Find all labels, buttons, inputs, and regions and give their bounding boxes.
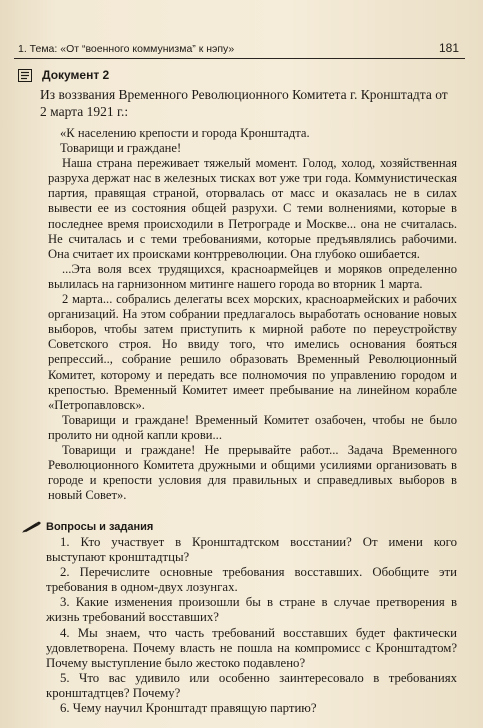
questions-heading (22, 521, 153, 533)
quote-paragraph: 2 марта... собрались делегаты всех морских, красноармейских и рабочих организаций. На этом собрании предлагалось выработать основание новых выборов, чтобы затем приступить к мирной работе по переустройству Советского строя. Но ввиду того, что имелись основания бояться репрессий.., собрание решило образовать Временный Революционный Комитет, которому и передать все полномочия по управлению городом и крепостью. Временный Комитет имеет пребывание на линейном корабле «Петропавловск». (48, 292, 457, 412)
document-intro: Из воззвания Временного Революционного Комитета г. Кронштадта от 2 марта 1921 г.: (40, 87, 448, 119)
document-title: Документ 2 (42, 68, 110, 82)
running-header (14, 36, 465, 59)
questions-list (46, 535, 457, 716)
question-item: 2. Перечислите основные требования восставших. Обобщите эти требования в одном-двух лозунгах. (46, 565, 457, 595)
question-item: 3. Какие изменения произошли бы в стране в случае претворения в жизнь требований восставших? (46, 595, 457, 625)
document-heading (18, 68, 109, 82)
quote-paragraph: Товарищи и граждане! Не прерывайте работ... Задача Временного Революционного Комитета дружными и общими усилиями организовать в городе и крепости условия для правильных и справедливых выборов в новый Совет». (48, 442, 457, 503)
question-item: 6. Чему научил Кронштадт правящую партию? (60, 701, 317, 716)
document-quote (48, 126, 457, 503)
quote-paragraph: Товарищи и граждане! Временный Комитет озабочен, чтобы не было пролито ни одной капли крови... (48, 412, 457, 442)
question-item: 5. Что вас удивило или особенно заинтересовало в требованиях кронштадтцев? Почему? (46, 670, 457, 700)
page-number: 181 (438, 41, 459, 55)
quote-paragraph: Товарищи и граждане! (60, 141, 182, 156)
question-item: 4. Мы знаем, что часть требований восставших будет фактически удовлетворена. Почему власть не пошла на компромисс с Кронштадтом? Почему выступление было жестоко подавлено? (46, 625, 457, 670)
quote-paragraph: ...Эта воля всех трудящихся, красноармейцев и моряков определенно вылилась на гарнизонном митинге нашего города во вторник 1 марта. (48, 261, 457, 291)
quote-paragraph: «К населению крепости и города Кронштадта. (60, 126, 310, 140)
quote-paragraph: Наша страна переживает тяжелый момент. Голод, холод, хозяйственная разруха держат нас в железных тисках вот уже три года. Коммунистическая партия, правящая страной, оторвалась от масс и оказалась не в силах вывести ее из состояния общей разрухи. С теми волнениями, которые в последнее время происходили в Петрограде и Москве... она не считалась. Не считалась и с теми требованиями, которые предъявлялись рабочими. Она считает их происками контрреволюции. Она глубоко ошибается. (48, 156, 457, 261)
pen-icon (22, 521, 42, 533)
document-icon (18, 69, 32, 82)
questions-title: Вопросы и задания (46, 521, 154, 533)
chapter-title: 1. Тема: «От “военного коммунизма” к нэпу» (18, 43, 235, 55)
question-item: 1. Кто участвует в Кронштадтском восстании? От имени кого выступают кронштадтцы? (46, 535, 457, 565)
